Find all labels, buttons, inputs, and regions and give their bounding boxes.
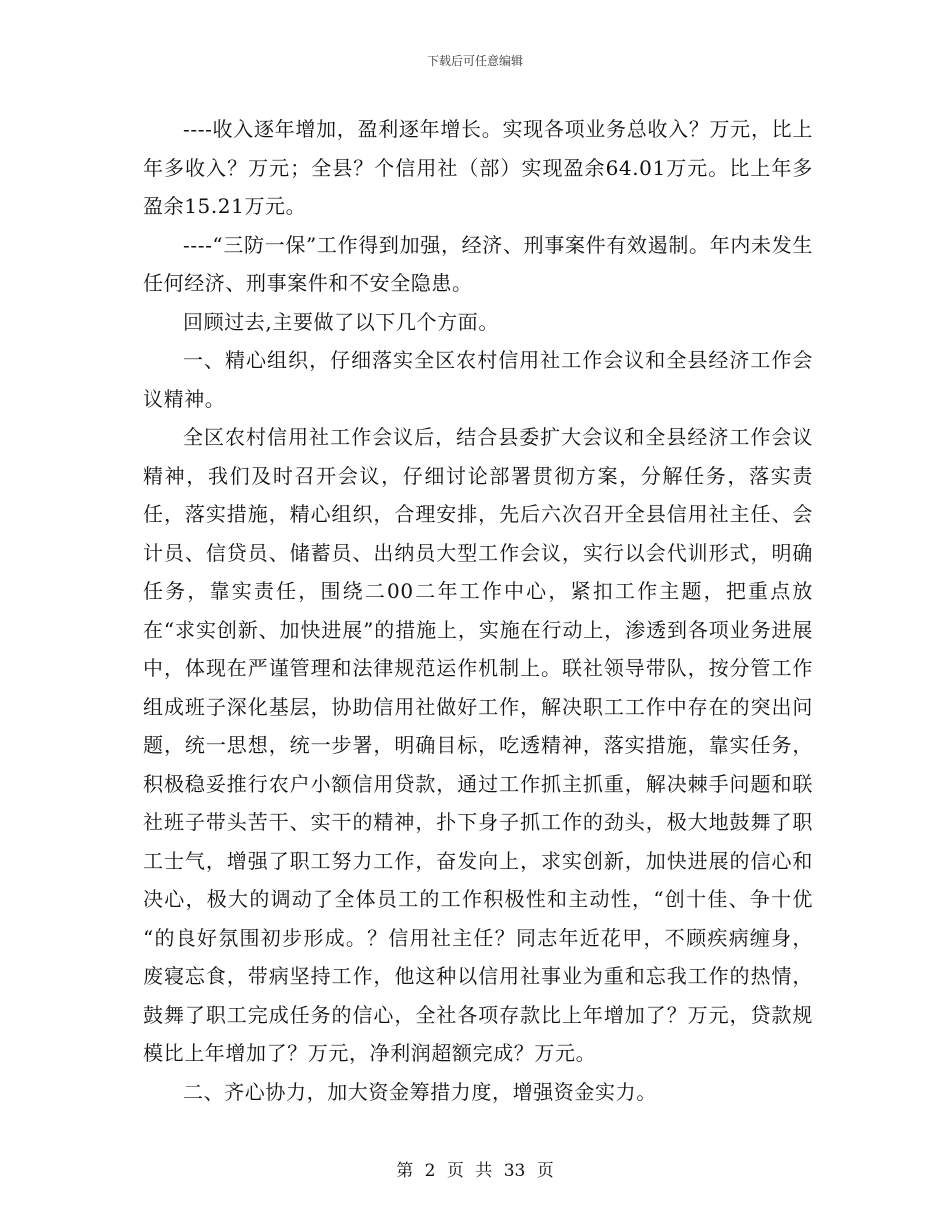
paragraph-organization: 全区农村信用社工作会议后，结合县委扩大会议和全县经济工作会议精神，我们及时召开会议，仔细讨论部署贯彻方案，分解任务，落实责任，落实措施，精心组织，合理安排，先后六次召开全县信用社主任、会计员、信贷员、储蓄员、出纳员大型工作会议，实行以会代训形式，明确任务，靠实责任，围绕二00二年工作中心，紧扣工作主题，把重点放在“求实创新、加快进展”的措施上，实施在行动上，渗透到各项业务进展中，体现在严谨管理和法律规范运作机制上。联社领导带队，按分管工作组成班子深化基层，协助信用社做好工作，解决职工工作中存在的突出问题，统一思想，统一步署，明确目标，吃透精神，落实措施，靠实任务，积极稳妥推行农户小额信用贷款，通过工作抓主抓重，解决棘手问题和联社班子带头苦干、实干的精神，扑下身子抓工作的劲头，极大地鼓舞了职工士气，增强了职工努力工作，奋发向上，求实创新，加快进展的信心和决心，极大的调动了全体员工的工作积极性和主动性，“创十佳、争十优 “的良好氛围初步形成。？信用社主任？同志年近花甲，不顾疾病缠身，废寝忘食，带病坚持工作，他这种以信用社事业为重和忘我工作的热情，鼓舞了职工完成任务的信心，全社各项存款比上年增加了？万元，贷款规模比上年增加了？万元，净利润超额完成？万元。 bbox=[143, 425, 813, 1065]
paragraph-security: ----“三防一保”工作得到加强，经济、刑事案件有效遏制。年内未发生任何经济、刑事案件和不安全隐患。 bbox=[143, 232, 813, 295]
section-heading-1: 一、精心组织，仔细落实全区农村信用社工作会议和全县经济工作会议精神。 bbox=[143, 348, 813, 411]
page-footer: 第 2 页 共 33 页 bbox=[396, 1161, 554, 1181]
document-body bbox=[143, 110, 813, 1111]
page-header: 下载后可任意编辑 bbox=[426, 54, 523, 68]
paragraph-income: ----收入逐年增加，盈利逐年增长。实现各项业务总收入？万元，比上年多收入？万元；全县？个信用社（部）实现盈余64.01万元。比上年多盈余15.21万元。 bbox=[143, 117, 813, 218]
paragraph-review: 回顾过去,主要做了以下几个方面。 bbox=[183, 309, 499, 334]
section-heading-2: 二、齐心协力，加大资金筹措力度，增强资金实力。 bbox=[183, 1079, 657, 1104]
